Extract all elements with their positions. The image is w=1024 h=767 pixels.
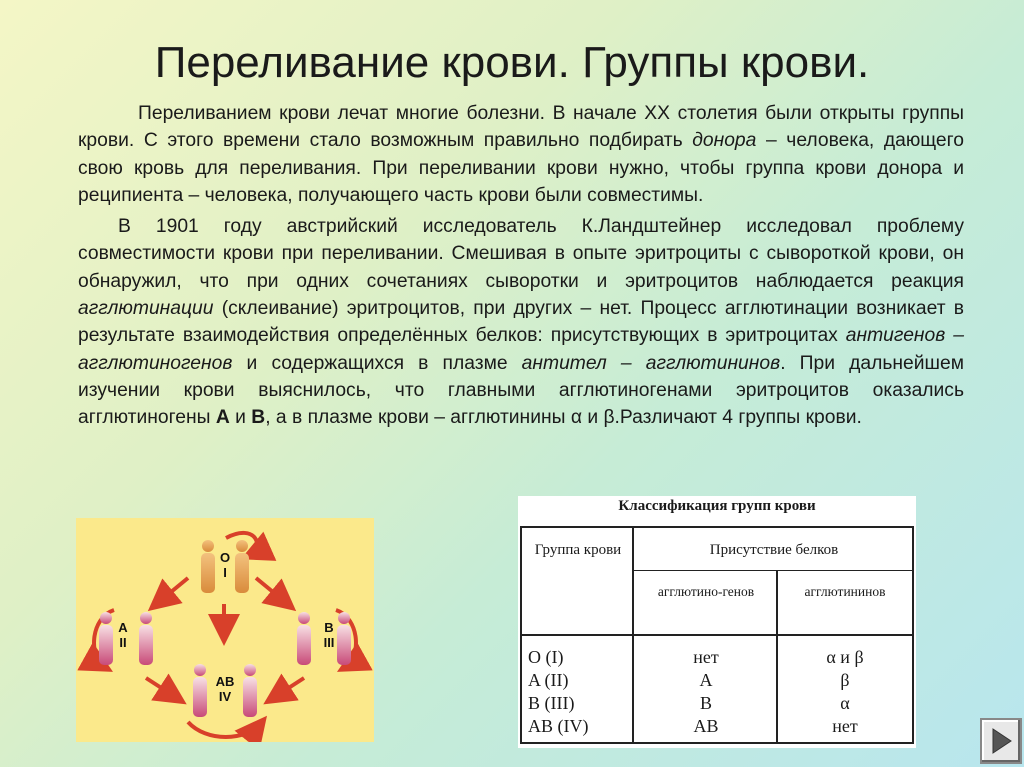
- table-row-agglutinogen: AB: [693, 716, 719, 736]
- paragraph-2: [78, 213, 964, 431]
- node-b-label: [314, 620, 344, 650]
- header-agglutinogens: агглютино-генов: [657, 584, 755, 599]
- table-border: [520, 634, 914, 636]
- table-border: [520, 742, 914, 744]
- table-border: [520, 526, 914, 528]
- table-row-agglutinogen: B: [699, 693, 712, 713]
- agglutination-term: агглютинации: [78, 298, 214, 320]
- next-slide-button[interactable]: [980, 718, 1022, 764]
- paragraph-2-part: . При дальнейшем изучении крови выяснилось, что главными агглютиногенами эритроцитов оказались агглютиногены: [78, 352, 964, 429]
- paragraph-2-part: , а в плазме крови – агглютинины α и β.Различают 4 группы крови.: [265, 407, 862, 429]
- node-o-group: O: [219, 550, 231, 565]
- header-agglutinins: агглютининов: [804, 584, 886, 599]
- node-a-label: [112, 620, 134, 650]
- table-caption: Классификация групп крови: [618, 498, 816, 514]
- paragraph-2-part: В 1901 году австрийский исследователь К.Ландштейнер исследовал проблему совместимости крови при переливании. Смешивая в опыте эритроциты с сывороткой крови, он обнаружил, что при одних сочетаниях сыворотки и эритроцитов наблюдается реакция: [78, 216, 964, 292]
- paragraph-1: [78, 100, 964, 209]
- transfusion-diagram: [76, 518, 374, 742]
- table-row-agglutinin: α: [840, 693, 850, 713]
- table-border: [776, 570, 778, 744]
- antigens-term: антигенов – агглютиногенов: [78, 325, 964, 374]
- column-agglutinogens: [638, 646, 774, 738]
- arrow-o-to-b: [256, 578, 290, 606]
- table-row-agglutinin: нет: [832, 716, 858, 736]
- table-row-group: A (II): [528, 670, 569, 690]
- arrow-o-to-a: [154, 578, 188, 606]
- node-ab-roman: IV: [218, 689, 232, 704]
- header-group: Группа крови: [534, 542, 622, 558]
- table-border: [632, 570, 914, 571]
- node-ab-label: [210, 674, 240, 704]
- paragraph-1-text: Переливанием крови лечат многие болезни. В начале XX столетия были открыты группы крови. С этого времени стало возможным правильно подбирать: [78, 103, 964, 152]
- body-text: [78, 100, 964, 432]
- table-row-agglutinin: α и β: [826, 647, 864, 667]
- arrow-ab-self: [188, 722, 262, 737]
- table-row-agglutinin: β: [840, 670, 850, 690]
- agglutinogen-a: А: [215, 407, 230, 429]
- table-row-group: B (III): [528, 693, 575, 713]
- node-o-label: [216, 550, 234, 580]
- paragraph-1-rest: – человека, дающего свою кровь для переливания. При переливании крови нужно, чтобы группа крови донора и реципиента – человека, получающего часть крови были совместимы.: [78, 130, 964, 206]
- node-a-roman: II: [119, 635, 127, 650]
- column-agglutinins: [780, 646, 910, 738]
- arrow-a-to-ab: [146, 678, 180, 700]
- agglutinogen-b: В: [251, 407, 266, 429]
- paragraph-2-part: и содержащихся в плазме: [232, 352, 522, 374]
- paragraph-2-part: и: [229, 407, 252, 429]
- donor-term: донора: [692, 130, 757, 152]
- header-proteins: Присутствие белков: [709, 542, 839, 558]
- paragraph-2-part: (склеивание) эритроцитов, при других – нет. Процесс агглютинации возникает в результате взаимодействия определённых белков: присутствующих в эритроцитах: [78, 298, 964, 347]
- play-triangle-icon: [982, 720, 1020, 762]
- arrow-b-to-ab: [270, 678, 304, 700]
- table-row-group: AB (IV): [528, 716, 589, 736]
- blood-groups-table: [518, 496, 916, 748]
- table-row-agglutinogen: A: [699, 670, 713, 690]
- table-row-agglutinogen: нет: [693, 647, 719, 667]
- node-o-roman: I: [223, 565, 227, 580]
- node-b-roman: III: [323, 635, 335, 650]
- column-groups: [528, 646, 628, 738]
- node-b-group: B: [324, 620, 334, 635]
- table-row-group: O (I): [528, 647, 564, 667]
- node-ab-group: AB: [215, 674, 235, 689]
- antibodies-term: антител – агглютининов: [521, 352, 781, 374]
- page-title: Переливание крови. Группы крови.: [154, 38, 870, 87]
- node-a-group: A: [118, 620, 128, 635]
